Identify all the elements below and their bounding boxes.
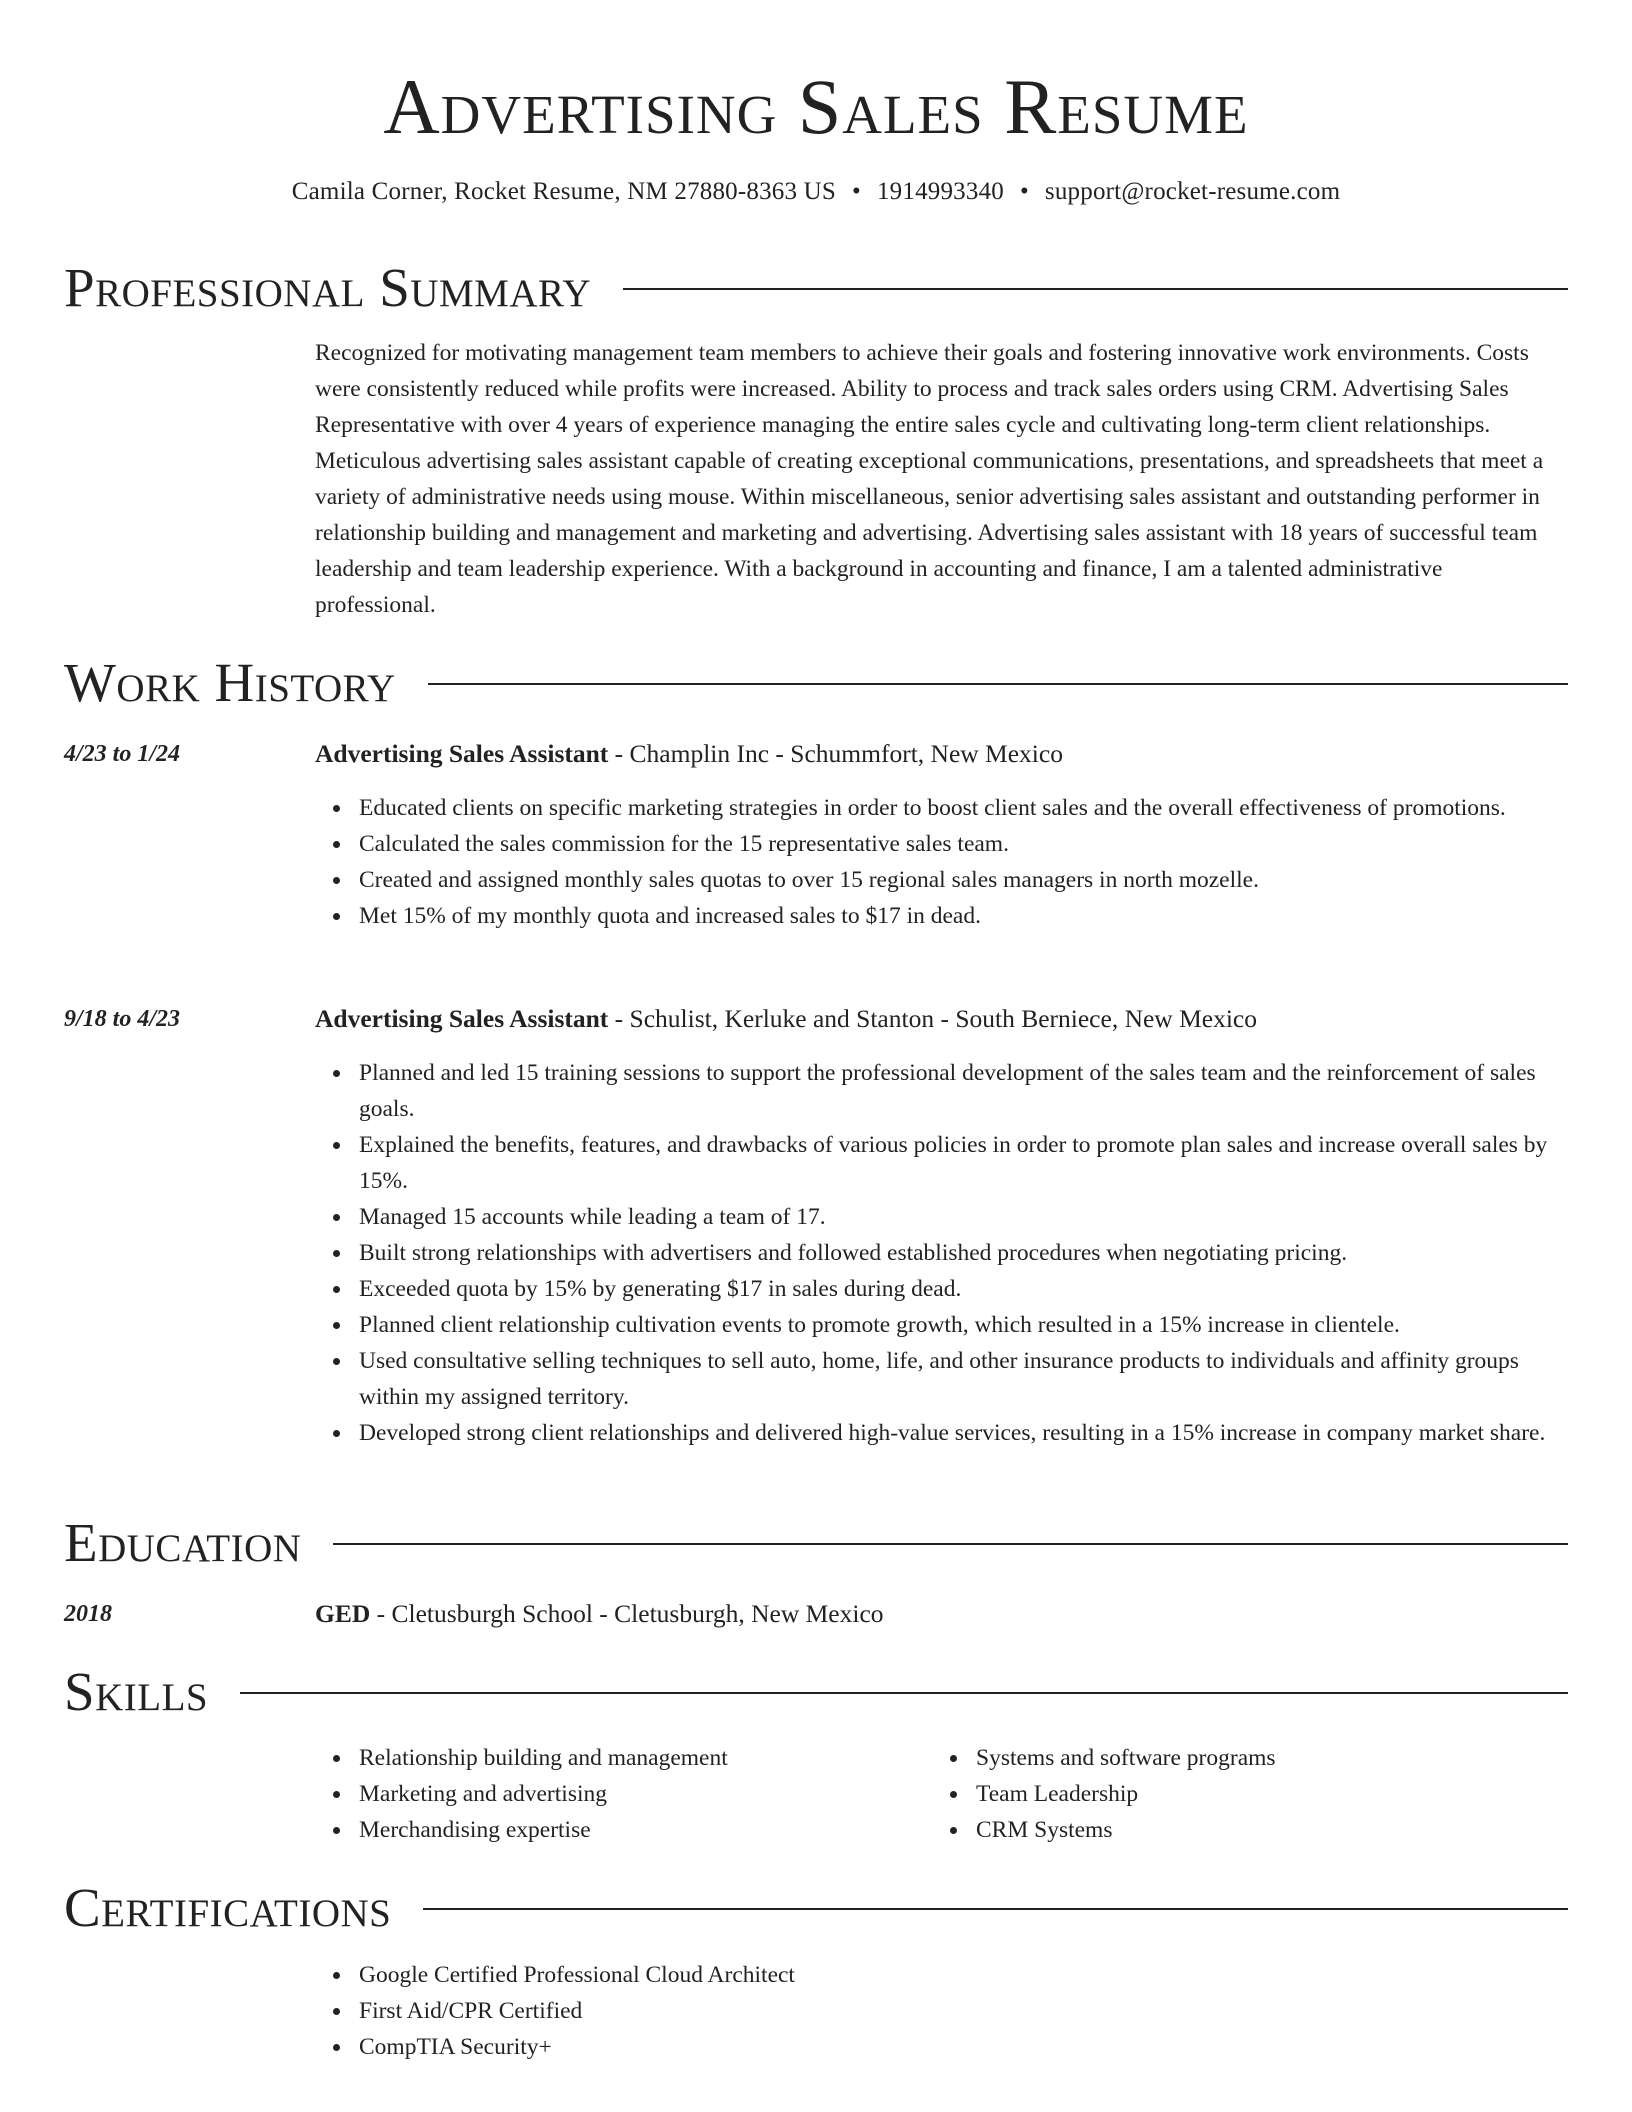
work-section-header bbox=[64, 651, 1568, 715]
skills-column-left bbox=[315, 1740, 932, 1848]
job-dates: 9/18 to 4/23 bbox=[64, 1006, 181, 1032]
job-bullet: Developed strong client relationships and delivered high-value services, resulting in a 15% increase in company market share. bbox=[359, 1415, 1568, 1451]
job-details: - Champlin Inc - Schummfort, New Mexico bbox=[608, 739, 1063, 768]
section-divider bbox=[428, 683, 1568, 685]
skills-grid bbox=[315, 1740, 1568, 1848]
certifications-section-header bbox=[64, 1876, 1568, 1940]
contact-separator: • bbox=[1019, 178, 1029, 205]
education-line bbox=[315, 1596, 1568, 1632]
skill-item: Team Leadership bbox=[976, 1776, 1549, 1812]
skill-item: Marketing and advertising bbox=[359, 1776, 932, 1812]
education-section-header bbox=[64, 1511, 1568, 1575]
job-title-line bbox=[315, 736, 1568, 772]
work-heading: Work History bbox=[64, 652, 396, 713]
job-entry bbox=[315, 736, 1568, 934]
job-title-line bbox=[315, 1001, 1568, 1037]
section-divider bbox=[240, 1692, 1568, 1694]
education-details: - Cletusburgh School - Cletusburgh, New Mexico bbox=[370, 1599, 884, 1628]
section-divider bbox=[423, 1908, 1568, 1910]
job-role: Advertising Sales Assistant bbox=[315, 739, 609, 768]
job-dates: 4/23 to 1/24 bbox=[64, 741, 181, 767]
certification-item: CompTIA Security+ bbox=[359, 2029, 1568, 2065]
certifications-heading: Certifications bbox=[64, 1877, 392, 1938]
page-title: Advertising Sales Resume bbox=[383, 63, 1249, 150]
job-bullet: Educated clients on specific marketing strategies in order to boost client sales and the overall effectiveness of promotions. bbox=[359, 790, 1568, 826]
summary-heading: Professional Summary bbox=[64, 257, 592, 318]
summary-section-header bbox=[64, 256, 1568, 320]
skills-section-header bbox=[64, 1660, 1568, 1724]
certification-bullets bbox=[315, 1957, 1568, 2065]
job-bullets bbox=[315, 790, 1568, 934]
skills-bullets bbox=[932, 1740, 1549, 1848]
job-bullet: Calculated the sales commission for the 15 representative sales team. bbox=[359, 826, 1568, 862]
skill-item: CRM Systems bbox=[976, 1812, 1549, 1848]
contact-email: support@rocket-resume.com bbox=[1044, 178, 1341, 205]
skills-list bbox=[315, 1740, 1568, 1848]
summary-text: Recognized for motivating management team members to achieve their goals and fostering innovative work environments. Costs were consistently reduced while profits were increased. Ability to process and track sales orders using CRM. Advertising Sales Representative with over 4 years of experience managing the entire sales cycle and cultivating long-term client relationships. Meticulous advertising sales assistant capable of creating exceptional communications, presentations, and spreadsheets that meet a variety of administrative needs using mouse. Within miscellaneous, senior advertising sales assistant and outstanding performer in relationship building and management and marketing and advertising. Advertising sales assistant with 18 years of successful team leadership and team leadership experience. With a background in accounting and finance, I am a talented administrative professional. bbox=[315, 340, 1544, 618]
certifications-list bbox=[315, 1957, 1568, 2065]
job-bullet: Created and assigned monthly sales quotas to over 15 regional sales managers in north mozelle. bbox=[359, 862, 1568, 898]
contact-separator: • bbox=[852, 178, 861, 205]
certification-item: Google Certified Professional Cloud Architect bbox=[359, 1957, 1568, 1993]
education-year: 2018 bbox=[64, 1601, 112, 1627]
section-divider bbox=[623, 288, 1568, 290]
job-bullet: Planned and led 15 training sessions to support the professional development of the sales team and the reinforcement of sales goals. bbox=[359, 1055, 1568, 1127]
job-bullet: Explained the benefits, features, and drawbacks of various policies in order to promote plan sales and increase overall sales by 15%. bbox=[359, 1127, 1568, 1199]
skills-bullets bbox=[315, 1740, 932, 1848]
contact-phone: 1914993340 bbox=[876, 178, 1004, 205]
skill-item: Systems and software programs bbox=[976, 1740, 1549, 1776]
job-bullets bbox=[315, 1055, 1568, 1451]
job-bullet: Managed 15 accounts while leading a team of 17. bbox=[359, 1199, 1568, 1235]
education-entry bbox=[315, 1596, 1568, 1632]
skills-column-right bbox=[932, 1740, 1549, 1848]
skills-heading: Skills bbox=[64, 1661, 209, 1722]
job-details: - Schulist, Kerluke and Stanton - South Berniece, New Mexico bbox=[608, 1004, 1257, 1033]
job-role: Advertising Sales Assistant bbox=[315, 1004, 609, 1033]
skill-item: Merchandising expertise bbox=[359, 1812, 932, 1848]
job-entry bbox=[315, 1001, 1568, 1451]
summary-body bbox=[315, 335, 1568, 623]
contact-line bbox=[64, 176, 1568, 208]
job-bullet: Planned client relationship cultivation events to promote growth, which resulted in a 15% increase in clientele. bbox=[359, 1307, 1568, 1343]
education-heading: Education bbox=[64, 1512, 302, 1573]
section-divider bbox=[333, 1543, 1568, 1545]
job-bullet: Used consultative selling techniques to sell auto, home, life, and other insurance products to individuals and affinity groups within my assigned territory. bbox=[359, 1343, 1568, 1415]
education-degree: GED bbox=[315, 1599, 371, 1628]
certification-item: First Aid/CPR Certified bbox=[359, 1993, 1568, 2029]
job-bullet: Exceeded quota by 15% by generating $17 in sales during dead. bbox=[359, 1271, 1568, 1307]
contact-address: Camila Corner, Rocket Resume, NM 27880-8363 US bbox=[291, 178, 837, 205]
job-bullet: Built strong relationships with advertisers and followed established procedures when negotiating pricing. bbox=[359, 1235, 1568, 1271]
skill-item: Relationship building and management bbox=[359, 1740, 932, 1776]
job-bullet: Met 15% of my monthly quota and increased sales to $17 in dead. bbox=[359, 898, 1568, 934]
